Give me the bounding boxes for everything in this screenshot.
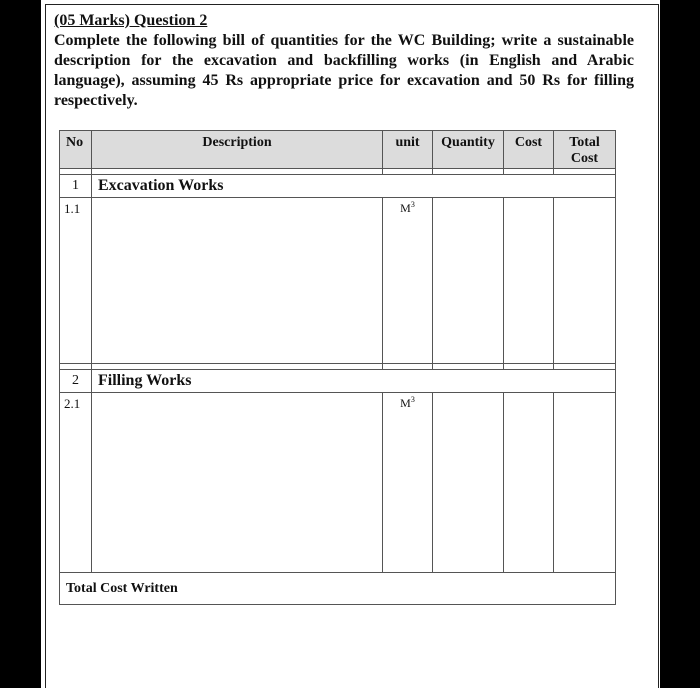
- item-quantity-cell: [433, 198, 504, 364]
- item-row-filling: [60, 393, 616, 573]
- unit-base: M: [400, 396, 411, 410]
- section-title: Excavation Works: [92, 175, 616, 198]
- unit-exponent: 3: [410, 200, 415, 209]
- question-header: [54, 11, 634, 111]
- section-title: Filling Works: [92, 370, 616, 393]
- header-row: [60, 131, 616, 169]
- item-cost-cell: [504, 393, 554, 573]
- section-row-filling: [60, 370, 616, 393]
- item-unit: [383, 198, 433, 364]
- section-number: 1: [60, 175, 92, 198]
- item-number: 1.1: [60, 198, 92, 364]
- header-quantity: Quantity: [433, 131, 504, 169]
- item-total-cell: [554, 198, 616, 364]
- header-no: No: [60, 131, 92, 169]
- item-number: 2.1: [60, 393, 92, 573]
- item-row-excavation: [60, 198, 616, 364]
- item-quantity-cell: [433, 393, 504, 573]
- item-description-cell: [92, 198, 383, 364]
- header-cost: Cost: [504, 131, 554, 169]
- header-description: Description: [92, 131, 383, 169]
- unit-base: M: [400, 201, 411, 215]
- bill-of-quantities-table: [59, 130, 616, 605]
- header-total-cost: [554, 131, 616, 169]
- question-title: (05 Marks) Question 2: [54, 12, 208, 29]
- unit-exponent: 3: [410, 395, 415, 404]
- header-total-line1: Total: [569, 134, 600, 150]
- item-description-cell: [92, 393, 383, 573]
- item-cost-cell: [504, 198, 554, 364]
- total-cost-row: [60, 573, 616, 605]
- header-total-line2: Cost: [570, 150, 599, 166]
- item-unit: [383, 393, 433, 573]
- header-unit: unit: [383, 131, 433, 169]
- question-text: Complete the following bill of quantities for the WC Building; write a sustainable description for the excavation and backfilling works (in English and Arabic language), assuming 45 Rs appropriate price for excavation and 50 Rs for filling respectively.: [54, 32, 634, 109]
- total-cost-written-label: Total Cost Written: [60, 573, 616, 605]
- section-number: 2: [60, 370, 92, 393]
- item-total-cell: [554, 393, 616, 573]
- section-row-excavation: [60, 175, 616, 198]
